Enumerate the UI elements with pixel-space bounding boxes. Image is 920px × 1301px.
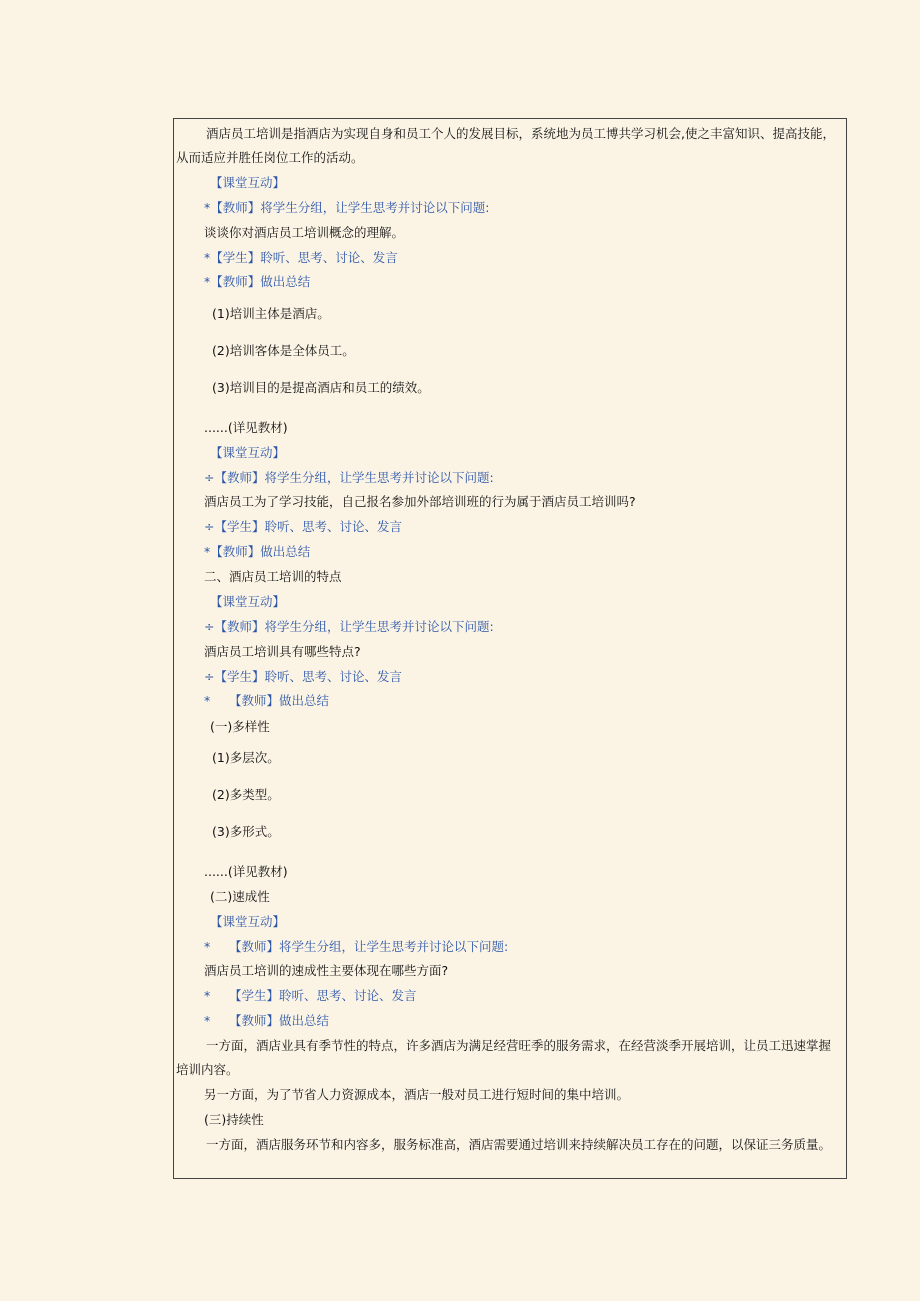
question-3: 酒店员工培训具有哪些特点?	[204, 644, 361, 659]
see-textbook-2: ......(详见教材)	[204, 864, 288, 879]
subsection-1-title: (一)多样性	[210, 719, 270, 734]
interaction-heading-4: 【课堂互动】	[210, 914, 286, 929]
student-response-4: 【学生】聆听、思考、讨论、发言	[229, 988, 417, 1003]
student-response-2: ÷【学生】聆听、思考、讨论、发言	[204, 519, 402, 534]
interaction-heading-2: 【课堂互动】	[210, 445, 286, 460]
teacher-prompt-4: 【教师】将学生分组，让学生思考并讨论以下问题:	[229, 939, 509, 954]
subsection-3-title: (三)持续性	[204, 1112, 264, 1127]
teacher-prompt-1: *【教师】将学生分组，让学生思考并讨论以下问题:	[204, 200, 490, 215]
point-1-2: (2)培训客体是全体员工。	[212, 343, 355, 358]
teacher-summary-2: *【教师】做出总结	[204, 544, 311, 559]
interaction-heading-1: 【课堂互动】	[210, 175, 286, 190]
teacher-summary-3: 【教师】做出总结	[229, 693, 330, 708]
student-response-3: ÷【学生】聆听、思考、讨论、发言	[204, 669, 402, 684]
teacher-summary-4: 【教师】做出总结	[229, 1013, 330, 1028]
paragraph-b: 另一方面，为了节省人力资源成本，酒店一般对员工进行短时间的集中培训。	[204, 1087, 630, 1102]
paragraph-a: 一方面，酒店业具有季节性的特点，许多酒店为满足经营旺季的服务需求，在经营淡季开展培训，让员工迅速掌握培训内容。	[176, 1038, 832, 1077]
question-1: 谈谈你对酒店员工培训概念的理解。	[204, 225, 405, 240]
teacher-summary-1: *【教师】做出总结	[204, 274, 311, 289]
see-textbook-1: ......(详见教材)	[204, 420, 288, 435]
teacher-prompt-2: ÷【教师】将学生分组，让学生思考并讨论以下问题:	[204, 470, 494, 485]
question-4: 酒店员工培训的速成性主要体现在哪些方面?	[204, 963, 449, 978]
summary-star-4: *	[204, 1013, 211, 1028]
interaction-heading-3: 【课堂互动】	[210, 594, 286, 609]
student-response-1: *【学生】聆听、思考、讨论、发言	[204, 250, 398, 265]
summary-star-3: *	[204, 693, 211, 708]
question-2: 酒店员工为了学习技能，自己报名参加外部培训班的行为属于酒店员工培训吗?	[204, 494, 636, 509]
point-3-3: (3)多形式。	[212, 824, 280, 839]
point-3-2: (2)多类型。	[212, 787, 280, 802]
point-1-1: (1)培训主体是酒店。	[212, 306, 330, 321]
subsection-2-title: (二)速成性	[210, 889, 270, 904]
paragraph-c: 一方面，酒店服务环节和内容多，服务标准高，酒店需要通过培训来持续解决员工存在的问题，以保证三务质量。	[206, 1137, 832, 1152]
section-2-title: 二、酒店员工培训的特点	[204, 569, 342, 584]
teacher-prompt-3: ÷【教师】将学生分组，让学生思考并讨论以下问题:	[204, 619, 494, 634]
point-3-1: (1)多层次。	[212, 750, 280, 765]
point-1-3: (3)培训目的是提高酒店和员工的绩效。	[212, 380, 430, 395]
student-star-4: *	[204, 988, 211, 1003]
intro-paragraph: 酒店员工培训是指酒店为实现自身和员工个人的发展目标，系统地为员工博共学习机会,使之丰富知识、提高技能，从而适应并胜任岗位工作的活动。	[176, 126, 835, 165]
teacher-star-4: *	[204, 939, 211, 954]
